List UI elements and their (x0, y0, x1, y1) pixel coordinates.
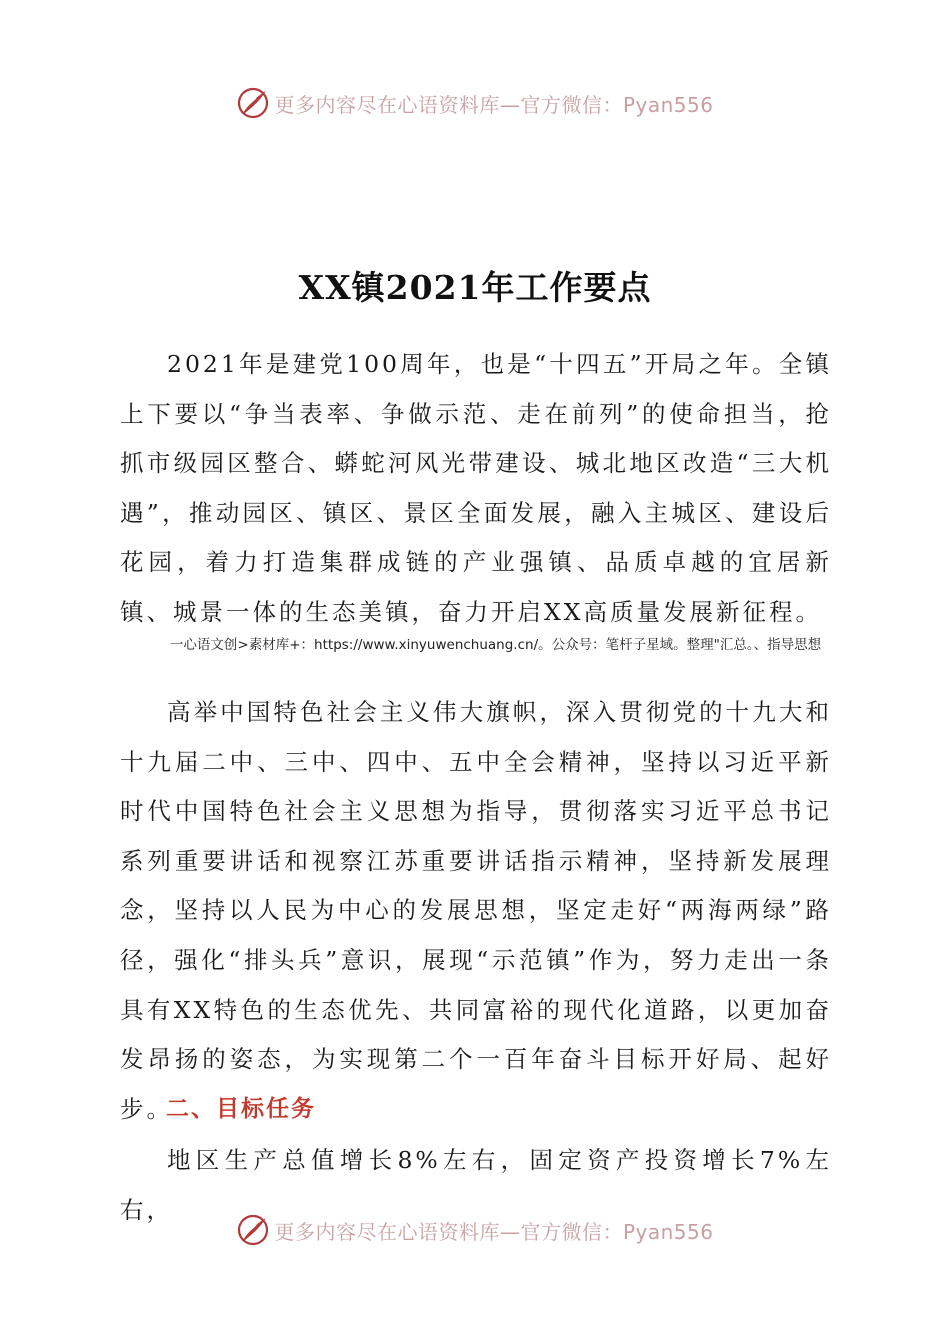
watermark-banner-top (0, 83, 950, 123)
watermark-text: 更多内容尽在心语资料库—官方微信：Pyan556 (274, 1219, 714, 1244)
goals-paragraph: 地区生产总值增长8%左右，固定资产投资增长7%左右， (120, 1146, 832, 1224)
intro-paragraph: 2021年是建党100周年，也是“十四五”开局之年。全镇上下要以“争当表率、争做示范、走在前列”的使命担当，抢抓市级园区整合、蟒蛇河风光带建设、城北地区改造“三大机遇”，推动园区、镇区、景区全面发展，融入主城区、建设后花园，着力打造集群成链的产业强镇、品质卓越的宜居新镇、城景一体的生态美镇，奋力开启XX高质量发展新征程。 (120, 350, 832, 626)
document-title: XX镇2021年工作要点 (298, 268, 652, 307)
source-note: 一心语文创>素材库+：https://www.xinyuwenchuang.cn/。公众号：笔杆子星域。整理"汇总。、指导思想 (169, 637, 822, 653)
section-heading-goals: 二、目标任务 (166, 1096, 316, 1122)
feather-pen-circle-icon (236, 86, 270, 120)
feather-pen-circle-icon (236, 1213, 270, 1247)
watermark-text: 更多内容尽在心语资料库—官方微信：Pyan556 (274, 92, 714, 117)
guiding-ideology-paragraph: 高举中国特色社会主义伟大旗帜，深入贯彻党的十九大和十九届二中、三中、四中、五中全会精神，坚持以习近平新时代中国特色社会主义思想为指导，贯彻落实习近平总书记系列重要讲话和视察江苏重要讲话指示精神，坚持新发展理念，坚持以人民为中心的发展思想，坚定走好“两海两绿”路径，强化“排头兵”意识，展现“示范镇”作为，努力走出一条具有XX特色的生态优先、共同富裕的现代化道路，以更加奋发昂扬的姿态，为实现第二个一百年奋斗目标开好局、起好步。 (120, 698, 832, 1123)
watermark-banner-bottom (0, 1210, 950, 1250)
